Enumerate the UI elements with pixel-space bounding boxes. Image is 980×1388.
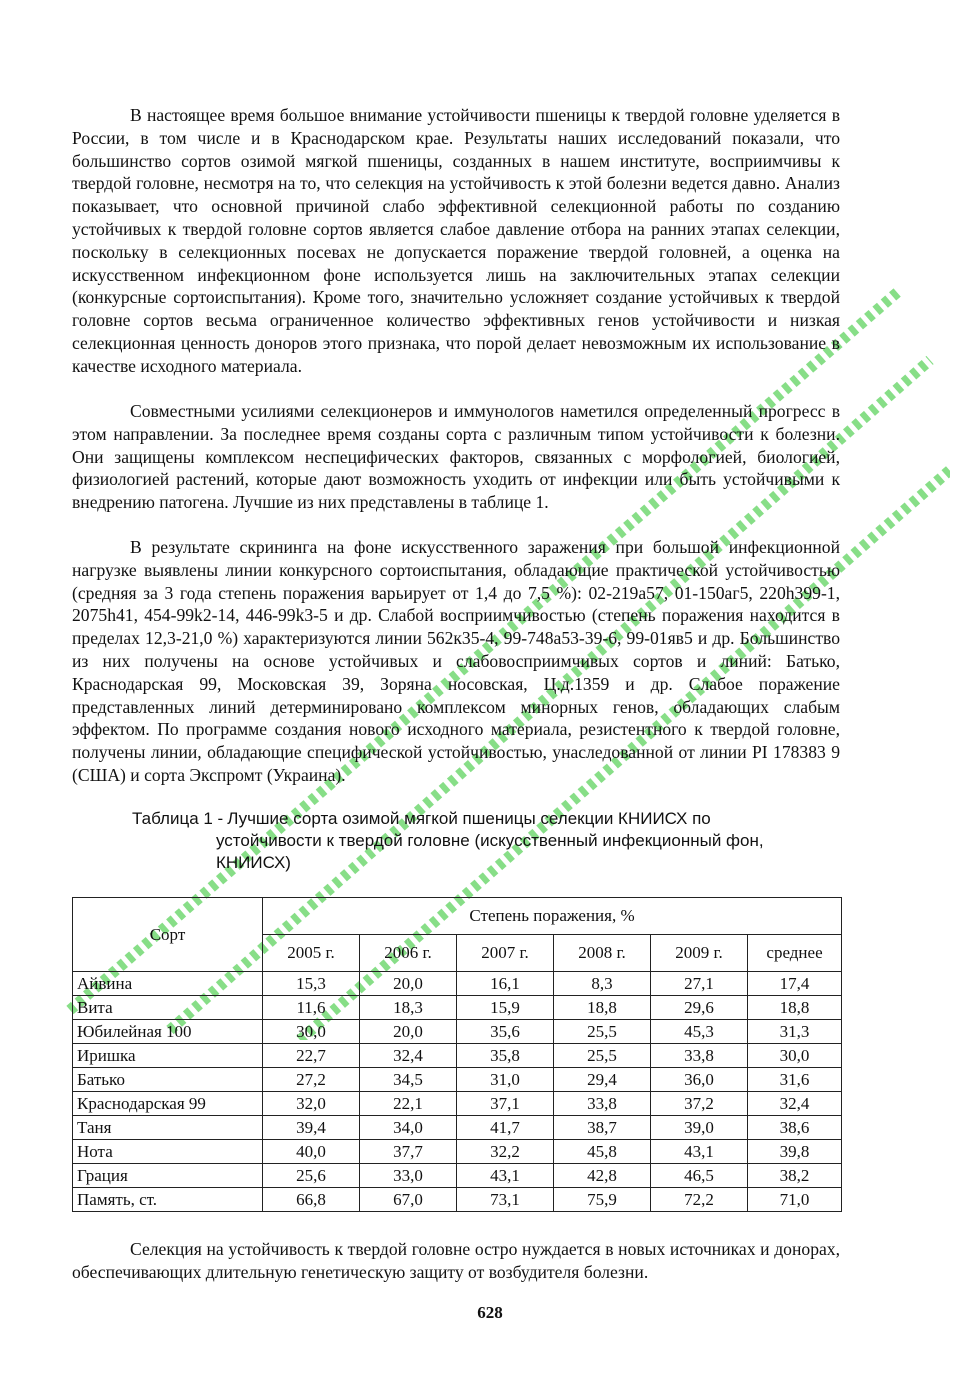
damage-value: 16,1 (457, 972, 554, 996)
damage-value: 25,5 (554, 1020, 651, 1044)
damage-value: 35,8 (457, 1044, 554, 1068)
paragraph-progress: Совместными усилиями селекционеров и иммунологов наметился определенный прогресс в этом направлении. За последнее время созданы сорта с различным типом устойчивости к болезни. Они защищены комплексом неспецифических факторов, связанных с морфологией, биологией, физиологией растений, которые дают возможность уходить от инфекции или быть устойчивыми к внедрению патогена. Лучшие из них представлены в таблице 1. (72, 401, 840, 513)
table-caption-line-1: Лучшие сорта озимой мягкой пшеницы селекции КНИИСХ по (227, 809, 711, 828)
header-sort: Сорт (73, 898, 263, 972)
damage-value: 33,0 (360, 1164, 457, 1188)
damage-value: 31,0 (457, 1068, 554, 1092)
table-row (73, 996, 842, 1020)
variety-name: Память, ст. (73, 1188, 263, 1212)
damage-value: 20,0 (360, 1020, 457, 1044)
damage-value: 41,7 (457, 1116, 554, 1140)
damage-value: 34,0 (360, 1116, 457, 1140)
damage-value: 30,0 (263, 1020, 360, 1044)
header-year: 2006 г. (360, 935, 457, 972)
damage-value: 25,5 (554, 1044, 651, 1068)
damage-value: 27,2 (263, 1068, 360, 1092)
damage-value: 34,5 (360, 1068, 457, 1092)
damage-value: 30,0 (748, 1044, 842, 1068)
damage-value: 36,0 (651, 1068, 748, 1092)
damage-value: 22,7 (263, 1044, 360, 1068)
results-table (72, 897, 842, 1212)
table-row (73, 1020, 842, 1044)
damage-value: 18,8 (748, 996, 842, 1020)
table-row (73, 1188, 842, 1212)
table-caption (132, 808, 840, 874)
damage-value: 15,9 (457, 996, 554, 1020)
damage-value: 8,3 (554, 972, 651, 996)
damage-value: 18,3 (360, 996, 457, 1020)
damage-value: 45,8 (554, 1140, 651, 1164)
damage-value: 66,8 (263, 1188, 360, 1212)
table-caption-line-2: устойчивости к твердой головне (искусственный инфекционный фон, (216, 831, 764, 850)
damage-value: 32,4 (748, 1092, 842, 1116)
damage-value: 38,2 (748, 1164, 842, 1188)
table-caption-label: Таблица 1 - (132, 809, 224, 828)
damage-value: 75,9 (554, 1188, 651, 1212)
variety-name: Айвина (73, 972, 263, 996)
damage-value: 38,6 (748, 1116, 842, 1140)
header-year: 2007 г. (457, 935, 554, 972)
damage-value: 35,6 (457, 1020, 554, 1044)
damage-value: 73,1 (457, 1188, 554, 1212)
damage-value: 15,3 (263, 972, 360, 996)
variety-name: Таня (73, 1116, 263, 1140)
variety-name: Нота (73, 1140, 263, 1164)
table-row (73, 972, 842, 996)
table-row (73, 1068, 842, 1092)
damage-value: 33,8 (554, 1092, 651, 1116)
variety-name: Грация (73, 1164, 263, 1188)
header-damage-degree: Степень поражения, % (263, 898, 842, 935)
variety-name: Юбилейная 100 (73, 1020, 263, 1044)
damage-value: 37,7 (360, 1140, 457, 1164)
damage-value: 11,6 (263, 996, 360, 1020)
header-year: 2008 г. (554, 935, 651, 972)
page-number: 628 (477, 1303, 503, 1322)
damage-value: 39,8 (748, 1140, 842, 1164)
damage-value: 39,4 (263, 1116, 360, 1140)
table-caption-line-3: КНИИСХ) (216, 853, 291, 872)
damage-value: 31,6 (748, 1068, 842, 1092)
damage-value: 17,4 (748, 972, 842, 996)
damage-value: 31,3 (748, 1020, 842, 1044)
damage-value: 29,6 (651, 996, 748, 1020)
damage-value: 20,0 (360, 972, 457, 996)
damage-value: 43,1 (651, 1140, 748, 1164)
table-row (73, 1164, 842, 1188)
variety-name: Иришка (73, 1044, 263, 1068)
damage-value: 22,1 (360, 1092, 457, 1116)
damage-value: 32,2 (457, 1140, 554, 1164)
header-year: среднее (748, 935, 842, 972)
header-year: 2005 г. (263, 935, 360, 972)
damage-value: 32,0 (263, 1092, 360, 1116)
header-year: 2009 г. (651, 935, 748, 972)
table-row (73, 1044, 842, 1068)
paragraph-conclusion: Селекция на устойчивость к твердой головне остро нуждается в новых источниках и донорах, обеспечивающих длительную генетическую защиту от возбудителя болезни. (72, 1239, 840, 1282)
damage-value: 39,0 (651, 1116, 748, 1140)
paragraph-screening: В результате скрининга на фоне искусственного заражения при большой инфекционной нагрузке выявлены линии конкурсного сортоиспытания, обладающие практической устойчивостью (средняя за 3 года степень поражения варьирует от 1,4 до 7,5 %): 02-219а57, 01-150аг5, 220h399-1, 2075h41, 454-99k2-14, 446-99k3-5 и др. Слабой восприимчивостью (степень поражения находится в пределах 12,3-21,0 %) характеризуются линии 562к35-4, 99-748а53-39-6, 99-01яв5 и др. Большинство из них получены на основе устойчивых и слабовосприимчивых сортов и линий: Батько, Краснодарская 99, Московская 39, Зоряна носовская, Ц.д.1359 и др. Слабое поражение представленных линий детерминировано комплексом минорных генов, обладающих слабым эффектом. По программе создания нового исходного материала, резистентного к твердой головне, получены линии, обладающие специфической устойчивостью, унаследованной от линии PI 178383 9 (США) и сорта Экспромт (Украина). (72, 537, 840, 785)
variety-name: Батько (73, 1068, 263, 1092)
table-row (73, 1092, 842, 1116)
damage-value: 29,4 (554, 1068, 651, 1092)
table-row (73, 1140, 842, 1164)
damage-value: 18,8 (554, 996, 651, 1020)
damage-value: 71,0 (748, 1188, 842, 1212)
damage-value: 37,2 (651, 1092, 748, 1116)
damage-value: 42,8 (554, 1164, 651, 1188)
damage-value: 25,6 (263, 1164, 360, 1188)
damage-value: 45,3 (651, 1020, 748, 1044)
paragraph-intro: В настоящее время большое внимание устойчивости пшеницы к твердой головне уделяется в России, в том числе и в Краснодарском крае. Результаты наших исследований показали, что большинство сортов озимой мягкой пшеницы, созданных в нашем институте, восприимчивы к твердой головне, несмотря на то, что селекция на устойчивость к этой болезни ведется давно. Анализ показывает, что основной причиной слабо эффективной селекционной работы по созданию устойчивых к твердой головне сортов является слабое давление отбора на ранних этапах селекции, поскольку в селекционных посевах не допускается поражение твердой головней, а оценка на искусственном инфекционном фоне используется лишь на заключительных этапах селекции (конкурсные сортоиспытания). Кроме того, значительно усложняет создание устойчивых к твердой головне сортов весьма ограниченное количество эффективных генов устойчивости и низкая селекционная ценность доноров этого признака, что порой делает невозможным их использование в качестве исходного материала. (72, 105, 840, 376)
table-row (73, 1116, 842, 1140)
damage-value: 40,0 (263, 1140, 360, 1164)
damage-value: 43,1 (457, 1164, 554, 1188)
variety-name: Краснодарская 99 (73, 1092, 263, 1116)
damage-value: 32,4 (360, 1044, 457, 1068)
damage-value: 33,8 (651, 1044, 748, 1068)
damage-value: 67,0 (360, 1188, 457, 1212)
damage-value: 38,7 (554, 1116, 651, 1140)
damage-value: 46,5 (651, 1164, 748, 1188)
damage-value: 37,1 (457, 1092, 554, 1116)
variety-name: Вита (73, 996, 263, 1020)
damage-value: 72,2 (651, 1188, 748, 1212)
damage-value: 27,1 (651, 972, 748, 996)
